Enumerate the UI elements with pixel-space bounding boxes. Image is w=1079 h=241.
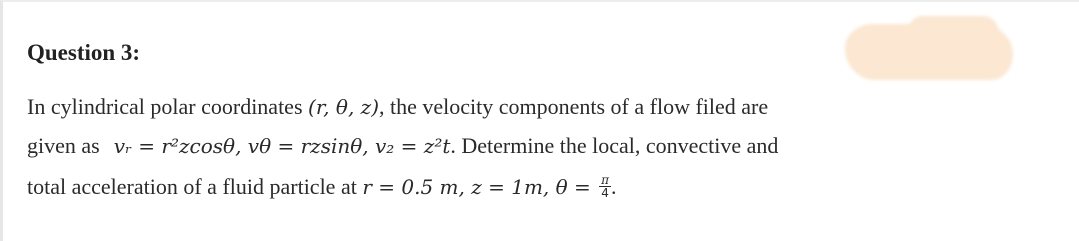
question-line-2	[27, 133, 778, 159]
question-line-3	[27, 174, 617, 201]
velocity-components-math: vᵣ = r²zcosθ, vθ = rzsinθ, v₂ = z²t	[113, 134, 451, 158]
theta-fraction	[599, 174, 611, 199]
line-3-text: total acceleration of a fluid particle at	[27, 174, 363, 199]
position-math: r = 0.5 m, z = 1m, θ =	[362, 175, 598, 199]
line-2-rest: . Determine the local, convective and	[450, 133, 779, 158]
theta-denominator: 4	[601, 186, 609, 201]
smudge-mark	[845, 24, 1013, 80]
line-3-end: .	[611, 174, 617, 199]
line-1-rest: , the velocity components of a flow filed are	[379, 94, 769, 119]
theta-numerator: π	[601, 173, 610, 188]
question-line-1	[27, 94, 768, 120]
question-heading: Question 3:	[27, 40, 141, 65]
coordinates-math: (r, θ, z)	[308, 95, 379, 119]
line-2-prefix: given as	[27, 133, 100, 158]
line-1-text: In cylindrical polar coordinates	[27, 94, 309, 119]
